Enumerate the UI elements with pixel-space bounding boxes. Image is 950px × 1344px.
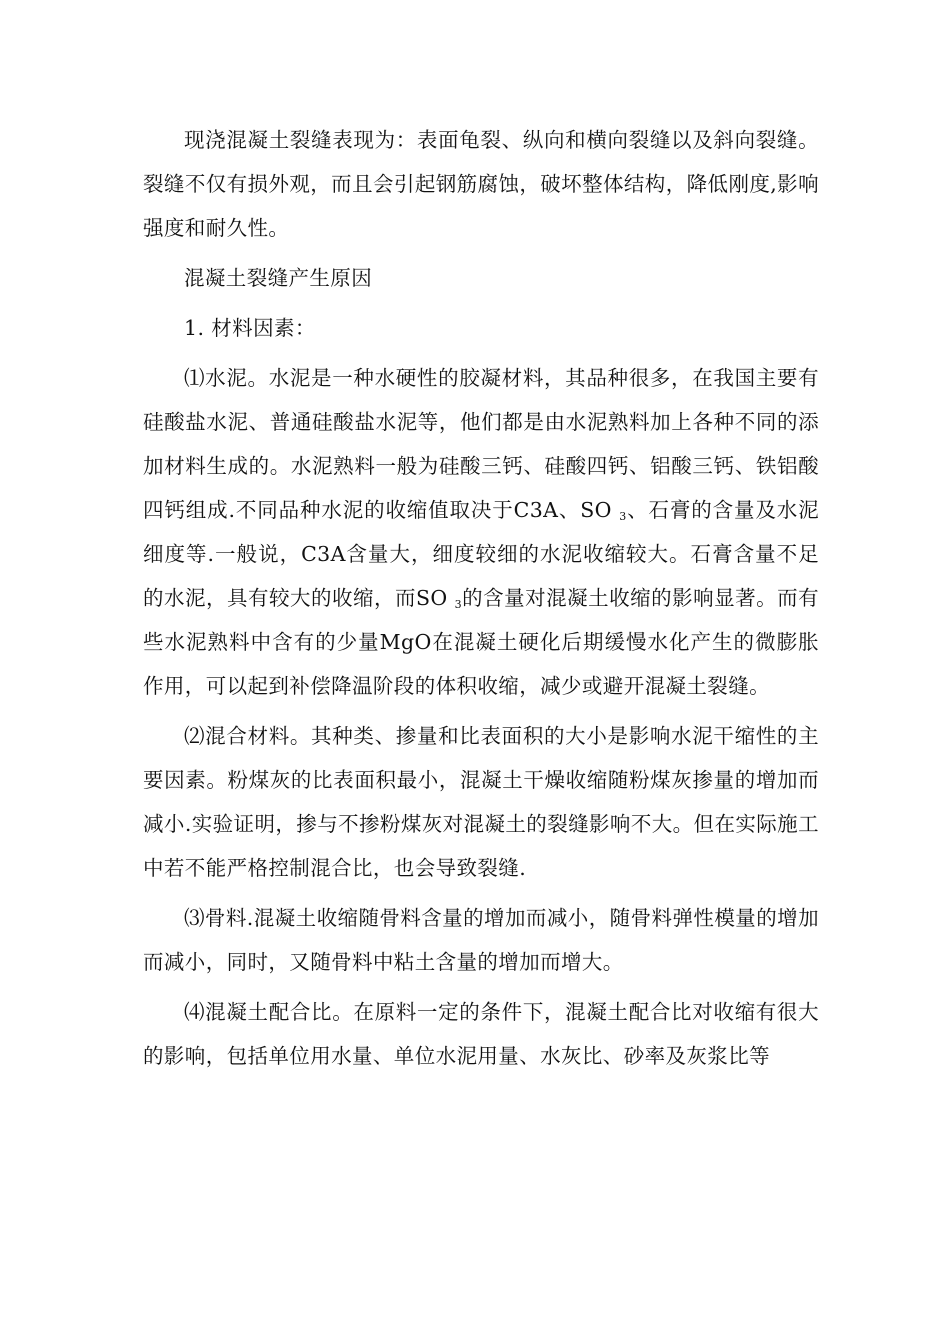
subscript-3: 3 (454, 598, 463, 611)
subsection-title-material-factors: 1. 材料因素： (184, 316, 316, 340)
paragraph-mix-ratio: ⑷混凝土配合比。在原料一定的条件下，混凝土配合比对收缩有很大的影响，包括单位用水量、单位水泥用量、水灰比、砂率及灰浆比等 (143, 1000, 819, 1068)
paragraph-cement (143, 356, 819, 708)
cement-text-part-3: 的含量对混凝土收缩的影响显著。而有些水泥熟料中含有的少量MgO在混凝土硬化后期缓慢水化产生的微膨胀作用，可以起到补偿降温阶段的体积收缩，减少或避开混凝土裂缝。 (143, 586, 819, 698)
subscript-3: 3 (619, 510, 627, 523)
cement-text-part-1: ⑴水泥。水泥是一种水硬性的胶凝材料，其品种很多，在我国主要有硅酸盐水泥、普通硅酸盐水泥等，他们都是由水泥熟料加上各种不同的添加材料生成的。水泥熟料一般为硅酸三钙、硅酸四钙、铝酸三钙、铁铝酸四钙组成.不同品种水泥的收缩值取决于C3A、SO (143, 366, 819, 522)
paragraph-mixed-materials: ⑵混合材料。其种类、掺量和比表面积的大小是影响水泥干缩性的主要因素。粉煤灰的比表面积最小，混凝土干燥收缩随粉煤灰掺量的增加而减小.实验证明，掺与不掺粉煤灰对混凝土的裂缝影响不大。但在实际施工中若不能严格控制混合比，也会导致裂缝. (143, 724, 819, 880)
section-title-crack-causes: 混凝土裂缝产生原因 (184, 266, 373, 290)
cement-text-part-2: 、石膏的含量及水泥细度等.一般说，C3A含量大，细度较细的水泥收缩较大。石膏含量不足的水泥，具有较大的收缩，而SO (143, 498, 819, 610)
paragraph-aggregate: ⑶骨料.混凝土收缩随骨料含量的增加而减小，随骨料弹性模量的增加而减小，同时，又随骨料中粘土含量的增加而增大。 (143, 906, 819, 974)
paragraph-crack-types: 现浇混凝土裂缝表现为：表面龟裂、纵向和横向裂缝以及斜向裂缝。裂缝不仅有损外观，而且会引起钢筋腐蚀，破坏整体结构，降低刚度,影响强度和耐久性。 (143, 128, 819, 240)
document-page (143, 118, 819, 1078)
